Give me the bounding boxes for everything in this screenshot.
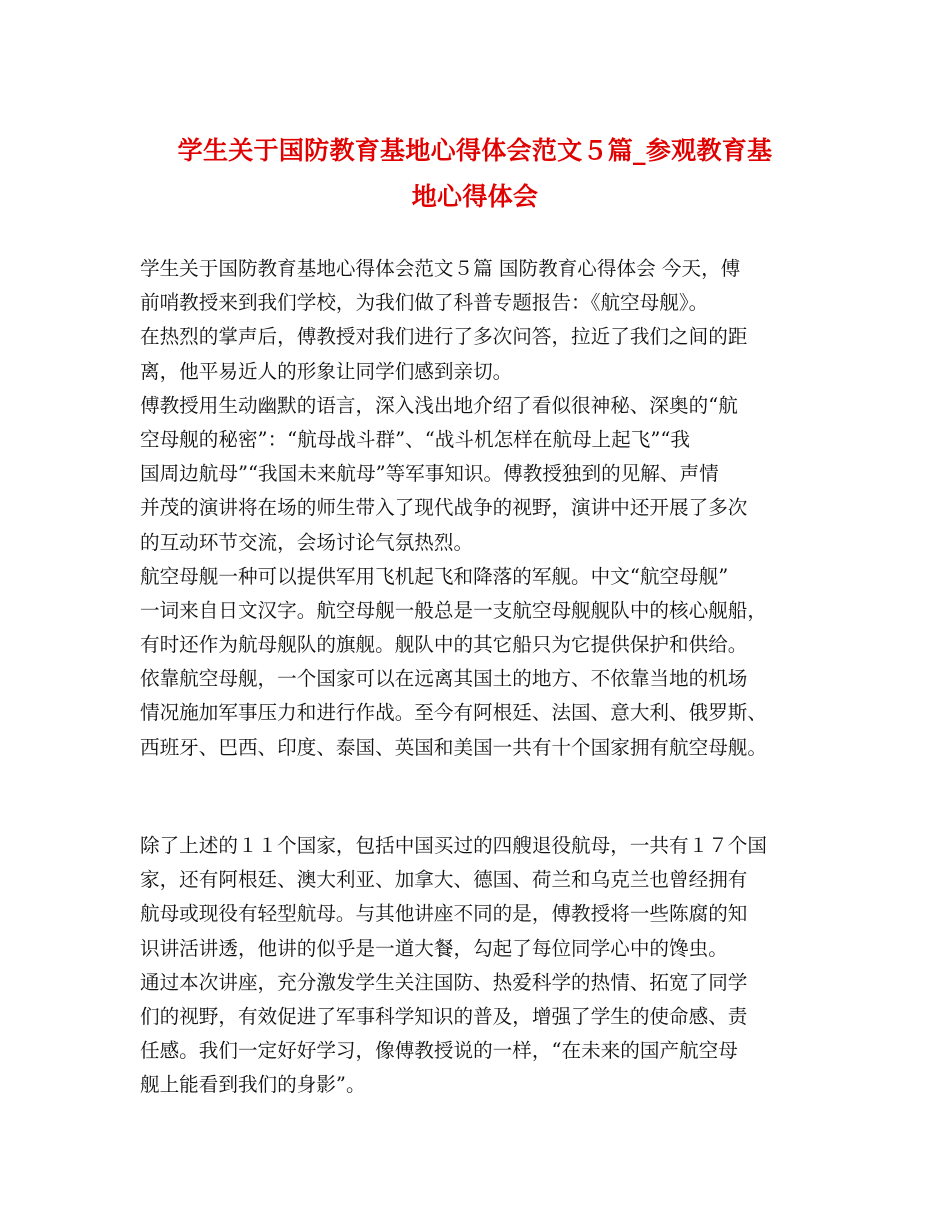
body-line: 学生关于国防教育基地心得体会范文５篇 国防教育心得体会 今天，傅 — [140, 257, 741, 280]
body-text-block-1 — [140, 252, 830, 765]
body-line: 离，他平易近人的形象让同学们感到亲切。 — [140, 359, 513, 383]
body-line: 的互动环节交流，会场讨论气氛热烈。 — [140, 530, 474, 554]
body-line: 空母舰的秘密”：“航母战斗群”、“战斗机怎样在航母上起飞”“我 — [140, 427, 690, 451]
body-line: 依靠航空母舰，一个国家可以在远离其国土的地方、不依靠当地的机场 — [140, 667, 748, 691]
document-title-line-2: 地心得体会 — [411, 182, 539, 211]
body-line: 通过本次讲座，充分激发学生关注国防、热爱科学的热情、拓宽了同学 — [140, 970, 748, 994]
body-line: 情况施加军事压力和进行作战。至今有阿根廷、法国、意大利、俄罗斯、 — [140, 701, 767, 725]
body-line: 舰上能看到我们的身影”。 — [140, 1073, 366, 1097]
body-line: 们的视野，有效促进了军事科学知识的普及，增强了学生的使命感、责 — [140, 1004, 748, 1028]
document-title-line-1: 学生关于国防教育基地心得体会范文５篇_参观教育基 — [177, 136, 773, 165]
body-line: 航空母舰一种可以提供军用飞机起飞和降落的军舰。中文“航空母舰” — [140, 564, 729, 588]
body-line: 一词来自日文汉字。航空母舰一般总是一支航空母舰舰队中的核心舰船， — [140, 598, 767, 622]
body-line: 西班牙、巴西、印度、泰国、英国和美国一共有十个国家拥有航空母舰。 — [140, 735, 767, 759]
body-text-block-2 — [140, 829, 830, 1103]
body-line: 国周边航母”“我国未来航母”等军事知识。傅教授独到的见解、声情 — [140, 462, 719, 486]
body-line: 有时还作为航母舰队的旗舰。舰队中的其它船只为它提供保护和供给。 — [140, 633, 748, 657]
body-line: 任感。我们一定好好学习，像傅教授说的一样，“在未来的国产航空母 — [140, 1039, 738, 1063]
body-line: 在热烈的掌声后，傅教授对我们进行了多次问答，拉近了我们之间的距 — [140, 325, 748, 349]
body-line: 并茂的演讲将在场的师生带入了现代战争的视野，演讲中还开展了多次 — [140, 496, 748, 520]
body-line: 前哨教授来到我们学校，为我们做了科普专题报告：《航空母舰》。 — [140, 291, 709, 315]
body-line: 家，还有阿根廷、澳大利亚、加拿大、德国、荷兰和乌克兰也曾经拥有 — [140, 868, 748, 892]
body-line: 识讲活讲透，他讲的似乎是一道大餐，勾起了每位同学心中的馋虫。 — [140, 936, 728, 960]
body-line: 除了上述的１１个国家，包括中国买过的四艘退役航母，一共有１７个国 — [140, 834, 767, 857]
body-line: 傅教授用生动幽默的语言，深入浅出地介绍了看似很神秘、深奥的“航 — [140, 393, 738, 417]
body-line: 航母或现役有轻型航母。与其他讲座不同的是，傅教授将一些陈腐的知 — [140, 902, 748, 926]
